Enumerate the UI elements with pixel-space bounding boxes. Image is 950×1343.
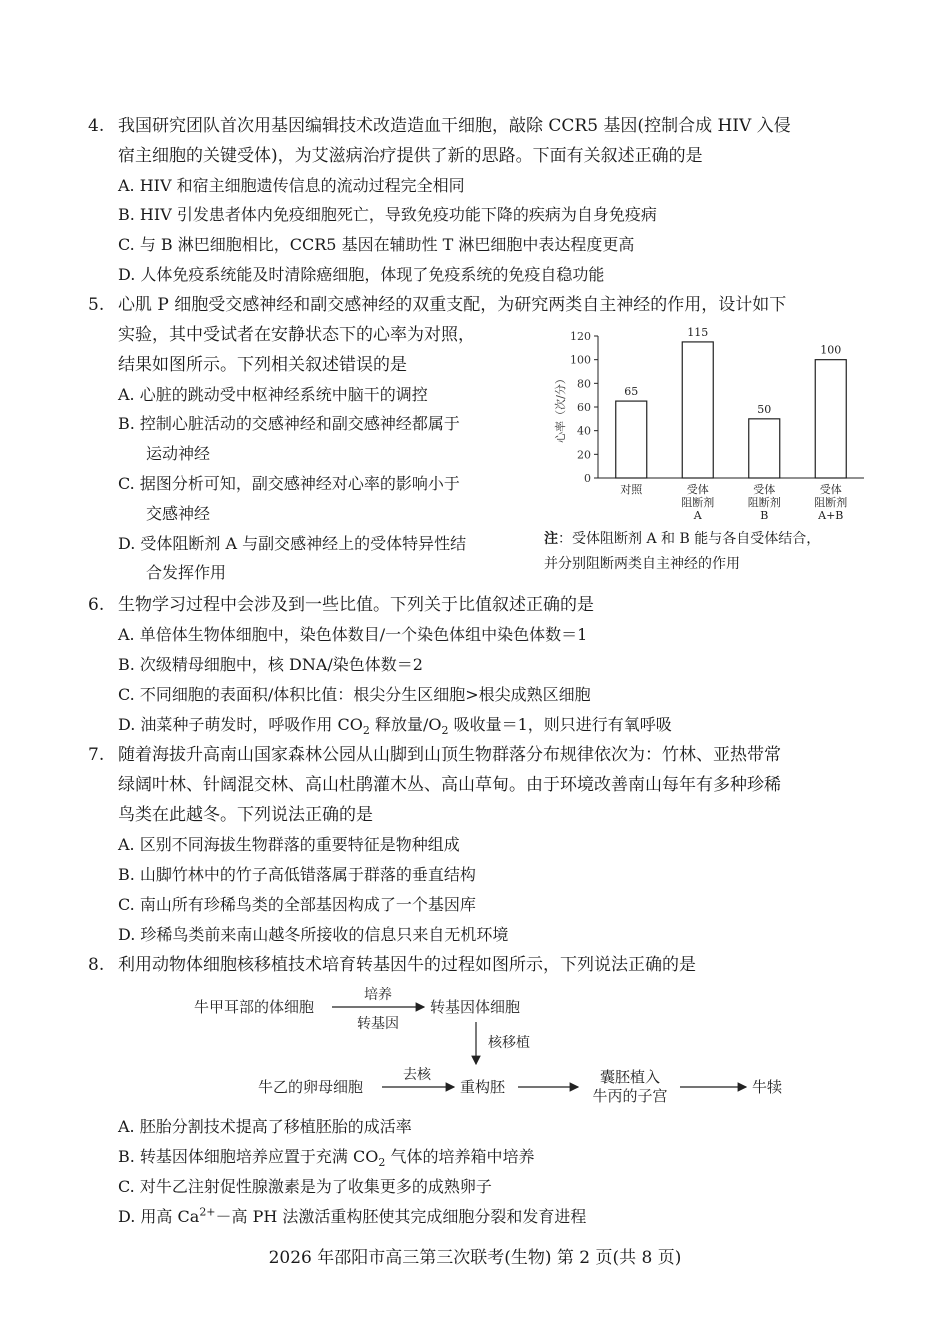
q5-stem-line2: 实验，其中受试者在安静状态下的心率为对照， <box>118 325 475 345</box>
q5-option-c: C. 据图分析可知，副交感神经对心率的影响小于 <box>118 474 460 493</box>
bar-value-label: 100 <box>820 343 842 357</box>
q8-number: 8. <box>88 955 105 975</box>
category-label: A <box>693 509 702 522</box>
flow-node-transgenic-cell: 转基因体细胞 <box>430 998 521 1016</box>
q5-option-c-cont: 交感神经 <box>146 504 211 523</box>
q7-stem-line3: 鸟类在此越冬。下列说法正确的是 <box>118 805 373 825</box>
q8-option-d-text1: D. 用高 Ca <box>118 1207 200 1226</box>
q8-option-d <box>118 1206 586 1228</box>
category-label: 受体 <box>686 483 709 496</box>
q6-number: 6. <box>88 595 105 615</box>
y-tick-label: 0 <box>584 472 591 485</box>
q5-option-a: A. 心脏的跳动受中枢神经系统中脑干的调控 <box>118 385 428 404</box>
y-tick-label: 40 <box>577 424 591 438</box>
transgenic-cattle-flowchart <box>180 980 800 1105</box>
q7-number: 7. <box>88 745 105 765</box>
category-label: A+B <box>818 509 844 522</box>
q5-stem-line3: 结果如图所示。下列相关叙述错误的是 <box>118 355 407 375</box>
flow-label-nuclear-transfer: 核移植 <box>488 1035 530 1051</box>
y-tick-label: 120 <box>570 330 591 343</box>
flow-node-oocyte: 牛乙的卵母细胞 <box>258 1078 364 1096</box>
q7-option-c: C. 南山所有珍稀鸟类的全部基因构成了一个基因库 <box>118 895 476 914</box>
q5-option-d-cont: 合发挥作用 <box>146 563 227 582</box>
flow-label-transgene: 转基因 <box>357 1016 399 1032</box>
q4-option-d: D. 人体免疫系统能及时清除癌细胞，体现了免疫系统的免疫自稳功能 <box>118 265 605 284</box>
bar <box>616 401 647 478</box>
heart-rate-bar-chart <box>548 318 868 528</box>
category-label: 受体 <box>753 483 776 496</box>
q8-option-d-sup: 2+ <box>199 1205 216 1219</box>
y-tick-label: 80 <box>577 377 591 391</box>
q7-option-b: B. 山脚竹林中的竹子高低错落属于群落的垂直结构 <box>118 865 476 884</box>
q5-option-b-cont: 运动神经 <box>146 444 211 463</box>
category-label: B <box>760 509 769 522</box>
q6-option-d <box>118 714 672 736</box>
q4-stem-line1: 我国研究团队首次用基因编辑技术改造造血干细胞，敲除 CCR5 基因(控制合成 HIV 入侵 <box>118 116 791 136</box>
q6-option-d-text2: 释放量/O <box>369 715 442 734</box>
q8-option-b <box>118 1146 534 1168</box>
q6-option-d-text1: D. 油菜种子萌发时，呼吸作用 CO <box>118 715 363 734</box>
q7-option-d: D. 珍稀鸟类前来南山越冬所接收的信息只来自无机环境 <box>118 925 509 944</box>
flow-node-somatic-cell: 牛甲耳部的体细胞 <box>194 998 315 1016</box>
q8-option-b-sub: 2 <box>378 1156 386 1170</box>
q5-stem-line1: 心肌 P 细胞受交感神经和副交感神经的双重支配，为研究两类自主神经的作用，设计如下 <box>118 295 787 315</box>
q8-option-c: C. 对牛乙注射促性腺激素是为了收集更多的成熟卵子 <box>118 1177 492 1196</box>
y-axis-label: 心率（次/分） <box>554 373 567 443</box>
category-label: 阻断剂 <box>747 496 781 509</box>
q8-option-b-text2: 气体的培养箱中培养 <box>385 1147 535 1166</box>
flow-node-blastocyst-line1: 囊胚植入 <box>599 1068 661 1086</box>
q8-option-b-text1: B. 转基因体细胞培养应置于充满 CO <box>118 1147 379 1166</box>
flow-node-reconstructed-embryo: 重构胚 <box>460 1078 506 1096</box>
chart-note-line1 <box>544 529 820 549</box>
q7-stem-line1: 随着海拔升高南山国家森林公园从山脚到山顶生物群落分布规律依次为：竹林、亚热带常 <box>118 745 781 765</box>
q5-option-b: B. 控制心脏活动的交感神经和副交感神经都属于 <box>118 414 460 433</box>
q6-option-b: B. 次级精母细胞中，核 DNA/染色体数＝2 <box>118 655 423 674</box>
page-footer: 2026 年邵阳市高三第三次联考(生物) 第 2 页(共 8 页) <box>268 1248 682 1268</box>
chart-bars <box>616 326 848 522</box>
y-tick-label: 20 <box>577 448 591 462</box>
flow-node-blastocyst-line2: 牛丙的子宫 <box>592 1087 668 1105</box>
bar <box>749 419 780 478</box>
q6-option-d-sub2: 2 <box>441 724 449 738</box>
q6-option-d-sub1: 2 <box>362 724 370 738</box>
q6-option-c: C. 不同细胞的表面积/体积比值：根尖分生区细胞>根尖成熟区细胞 <box>118 685 591 704</box>
y-tick-label: 100 <box>570 353 591 367</box>
chart-note-line2: 并分别阻断两类自主神经的作用 <box>544 556 740 572</box>
q4-number: 4. <box>88 116 105 136</box>
category-label: 对照 <box>620 483 643 496</box>
flow-label-culture: 培养 <box>364 987 392 1003</box>
q8-option-d-text2: －高 PH 法激活重构胚使其完成细胞分裂和发育进程 <box>215 1207 587 1226</box>
bar <box>682 342 713 478</box>
bar-value-label: 65 <box>624 385 639 399</box>
q6-option-d-text3: 吸收量＝1，则只进行有氧呼吸 <box>448 715 672 734</box>
q5-number: 5. <box>88 295 105 315</box>
flow-node-calf: 牛犊 <box>752 1078 783 1096</box>
q8-option-a: A. 胚胎分割技术提高了移植胚胎的成活率 <box>118 1117 412 1136</box>
q5-option-d: D. 受体阻断剂 A 与副交感神经上的受体特异性结 <box>118 534 467 553</box>
category-label: 阻断剂 <box>814 496 848 509</box>
chart-note-text1: ：受体阻断剂 A 和 B 能与各自受体结合， <box>558 531 821 547</box>
bar <box>815 360 846 478</box>
bar-value-label: 50 <box>757 402 772 416</box>
q8-stem: 利用动物体细胞核移植技术培育转基因牛的过程如图所示，下列说法正确的是 <box>118 955 696 975</box>
q7-option-a: A. 区别不同海拔生物群落的重要特征是物种组成 <box>118 835 460 854</box>
category-label: 受体 <box>819 483 842 496</box>
bar-value-label: 115 <box>687 325 709 339</box>
category-label: 阻断剂 <box>681 496 715 509</box>
y-tick-label: 60 <box>577 401 591 414</box>
chart-note-label: 注 <box>544 531 558 547</box>
q4-stem-line2: 宿主细胞的关键受体)，为艾滋病治疗提供了新的思路。下面有关叙述正确的是 <box>118 146 703 166</box>
q4-option-c: C. 与 B 淋巴细胞相比，CCR5 基因在辅助性 T 淋巴细胞中表达程度更高 <box>118 235 635 254</box>
q6-option-a: A. 单倍体生物体细胞中，染色体数目/一个染色体组中染色体数＝1 <box>118 625 588 644</box>
q4-option-a: A. HIV 和宿主细胞遗传信息的流动过程完全相同 <box>118 176 465 195</box>
q4-option-b: B. HIV 引发患者体内免疫细胞死亡，导致免疫功能下降的疾病为自身免疫病 <box>118 205 657 224</box>
q7-stem-line2: 绿阔叶林、针阔混交林、高山杜鹃灌木丛、高山草甸。由于环境改善南山每年有多种珍稀 <box>118 775 781 795</box>
q6-stem: 生物学习过程中会涉及到一些比值。下列关于比值叙述正确的是 <box>118 595 594 615</box>
flow-label-enucleation: 去核 <box>403 1067 431 1083</box>
